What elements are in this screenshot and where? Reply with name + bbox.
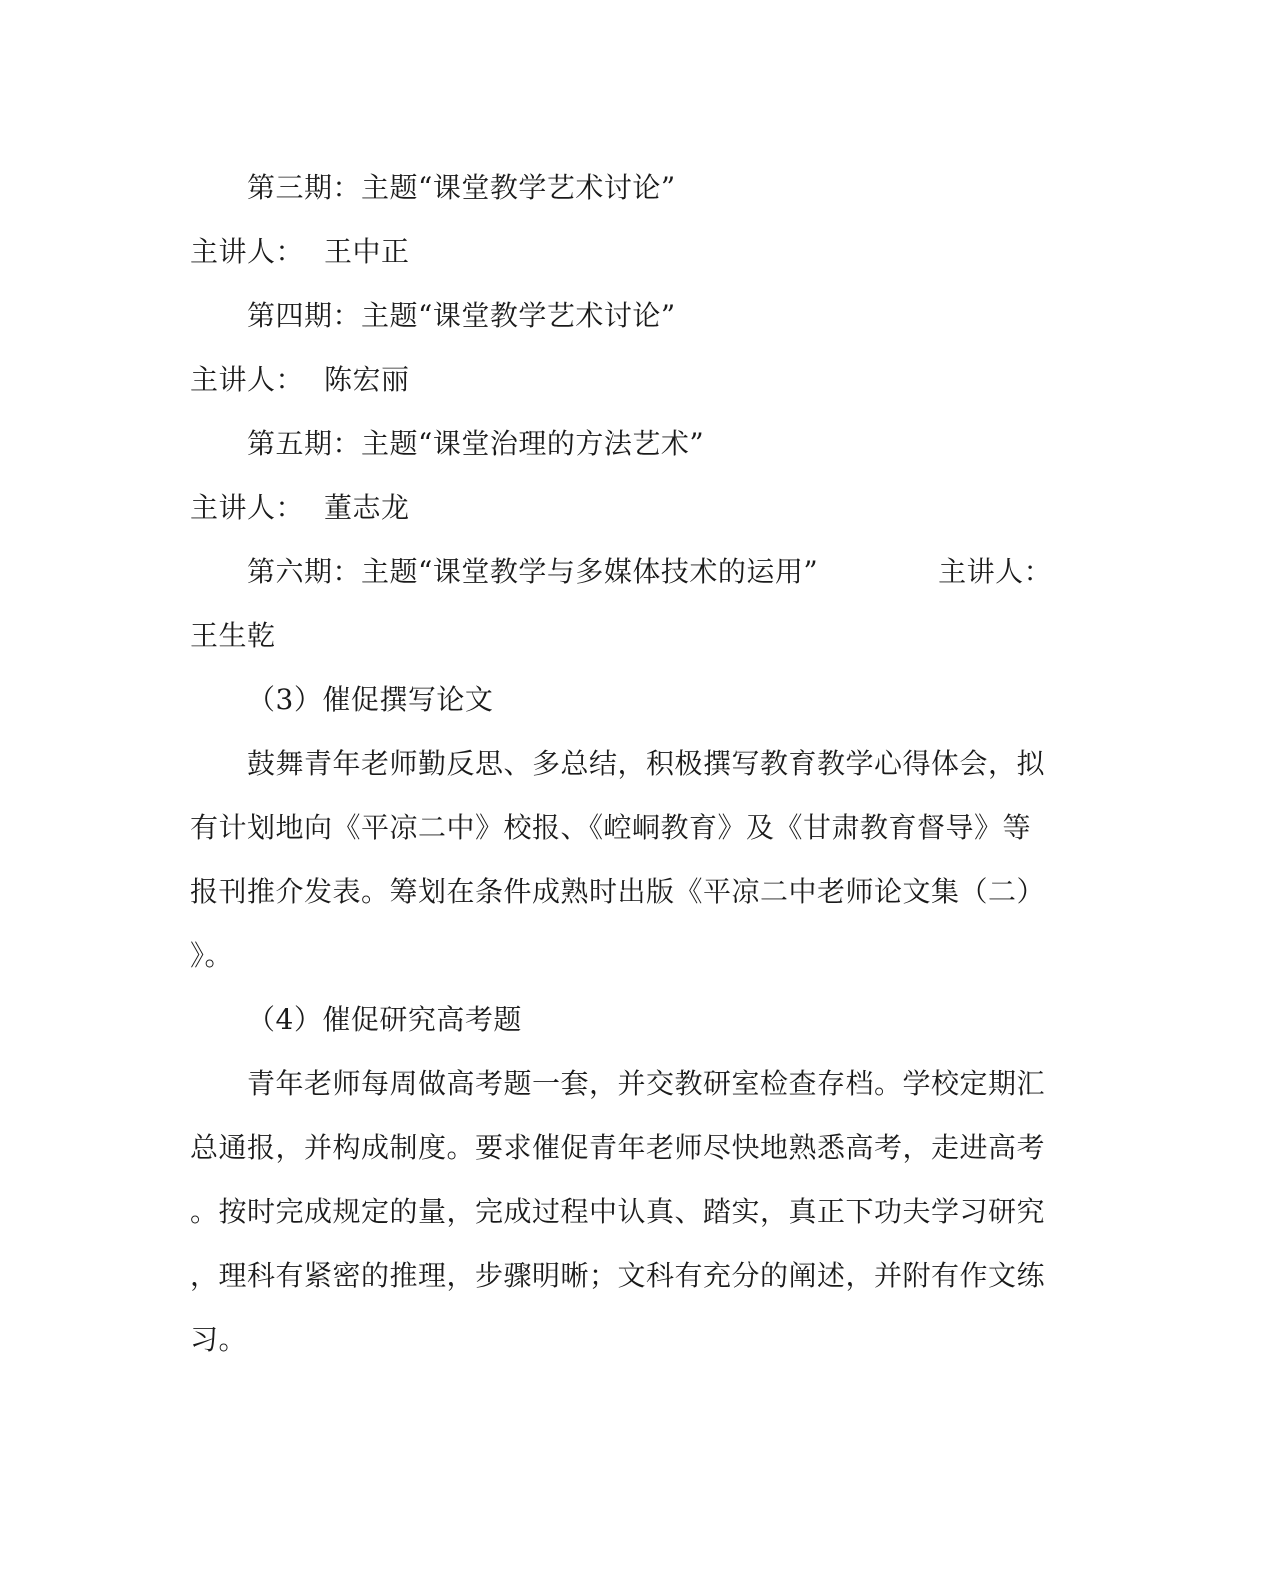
speaker-label: 主讲人： [190,363,305,396]
paragraph-text: 。按时完成规定的量，完成过程中认真、踏实，真正下功夫学习研究 [190,1195,1046,1228]
paragraph-line [190,1132,1060,1164]
paragraph-line [190,1324,1060,1356]
paragraph-line [190,1196,1060,1228]
session-4-topic: 第四期：主题“课堂教学艺术讨论” [247,299,676,332]
session-4-speaker [190,364,1060,396]
session-3-title [247,172,1060,204]
speaker-name: 王中正 [324,235,410,268]
paragraph-line [190,940,1060,972]
speaker-label: 主讲人： [938,555,1053,588]
paragraph-text: 》。 [190,939,234,972]
section-heading-text: （3）催促撰写论文 [247,683,494,716]
speaker-name: 王生乾 [190,619,276,652]
paragraph-text: 有计划地向《平凉二中》校报、《崆峒教育》及《甘肃教育督导》等 [190,811,1032,844]
session-3-speaker [190,236,1060,268]
section-3-heading [247,684,1060,716]
paragraph-line [190,1260,1060,1292]
paragraph-text: 鼓舞青年老师勤反思、多总结，积极撰写教育教学心得体会，拟 [247,747,1046,780]
session-6-speaker [190,620,1060,652]
session-3-topic: 第三期：主题“课堂教学艺术讨论” [247,171,676,204]
paragraph-line [190,812,1060,844]
speaker-label: 主讲人： [190,491,305,524]
session-6-title [247,556,1060,588]
paragraph-text: ，理科有紧密的推理，步骤明晰；文科有充分的阐述，并附有作文练 [190,1259,1046,1292]
session-5-speaker [190,492,1060,524]
speaker-name: 陈宏丽 [324,363,410,396]
session-4-title [247,300,1060,332]
paragraph-text: 总通报，并构成制度。要求催促青年老师尽快地熟悉高考，走进高考 [190,1131,1046,1164]
session-5-title [247,428,1060,460]
paragraph-text: 青年老师每周做高考题一套，并交教研室检查存档。学校定期汇 [247,1067,1046,1100]
paragraph-text: 习。 [190,1323,248,1356]
session-6-topic: 第六期：主题“课堂教学与多媒体技术的运用” [247,555,819,588]
section-4-heading [247,1004,1060,1036]
session-5-topic: 第五期：主题“课堂治理的方法艺术” [247,427,705,460]
paragraph-line [190,876,1060,908]
paragraph-text: 报刊推介发表。筹划在条件成熟时出版《平凉二中老师论文集（二） [190,875,1046,908]
speaker-label: 主讲人： [190,235,305,268]
paragraph-line [247,748,1060,780]
paragraph-line [247,1068,1060,1100]
speaker-name: 董志龙 [324,491,410,524]
section-heading-text: （4）催促研究高考题 [247,1003,522,1036]
